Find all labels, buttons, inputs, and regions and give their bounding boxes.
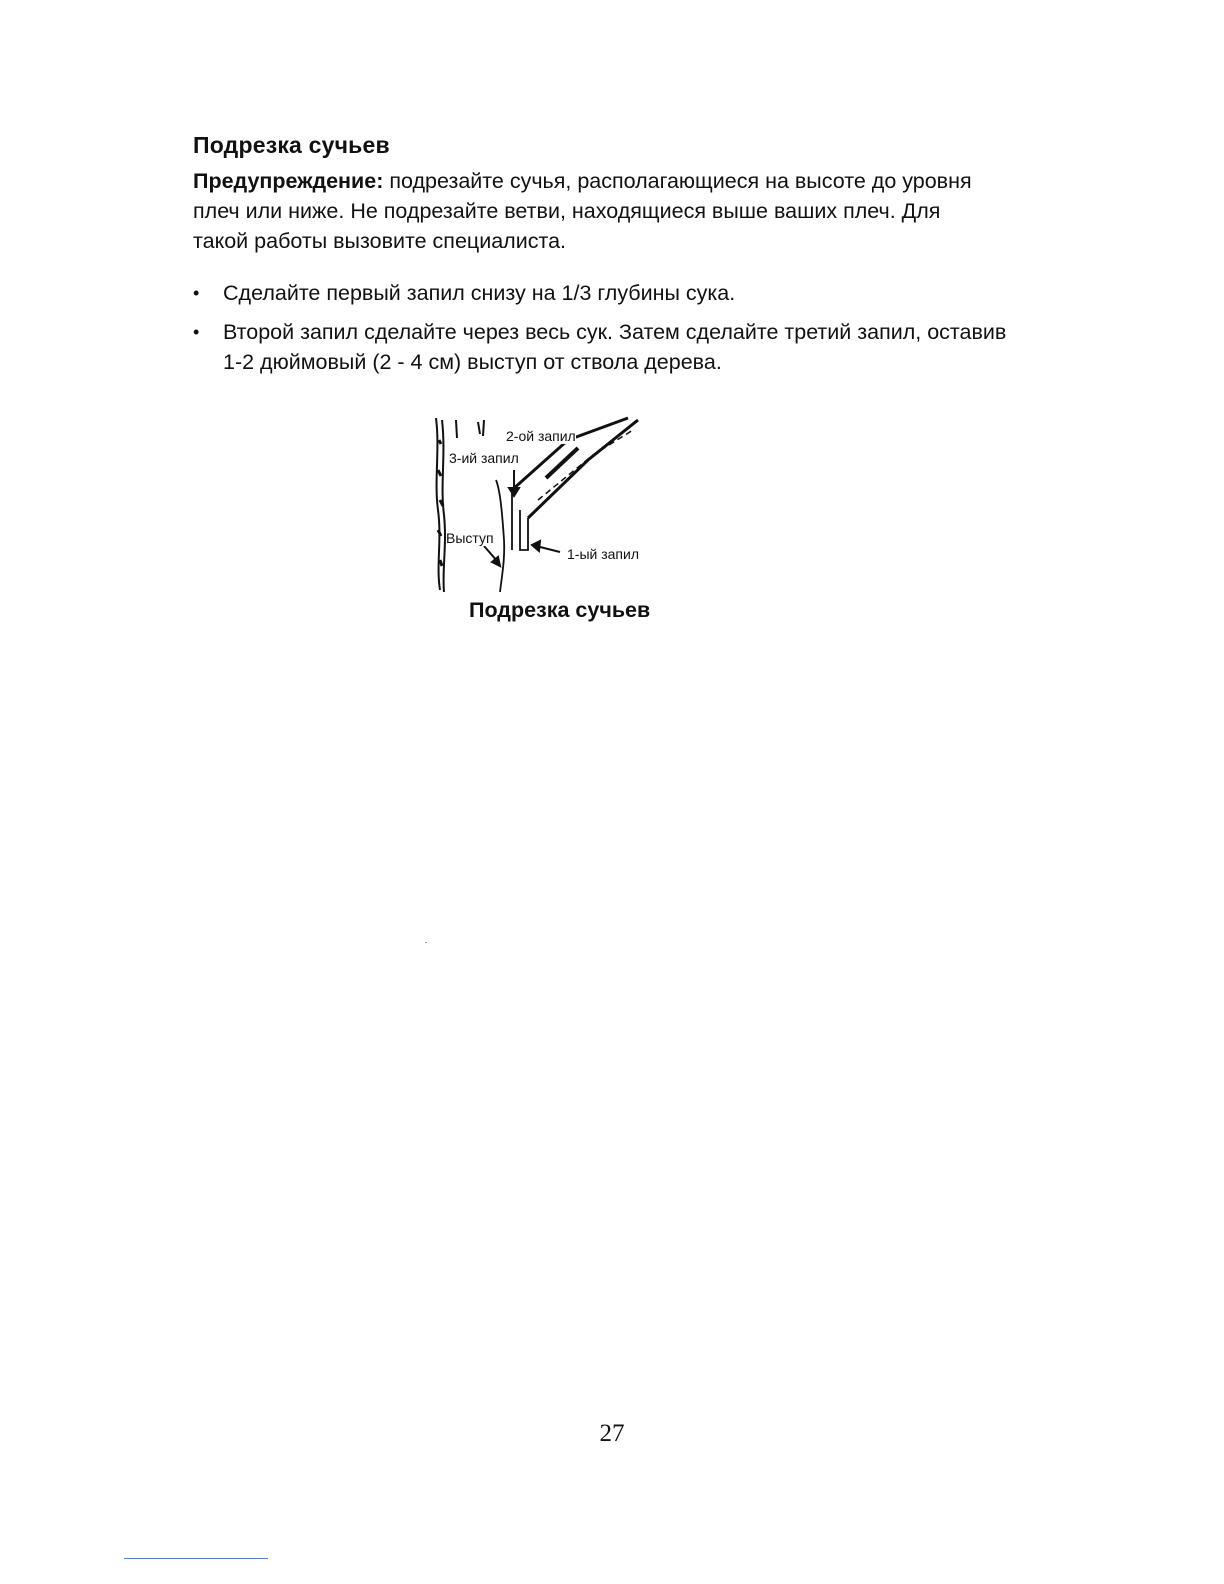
list-item-text: Сделайте первый запил снизу на 1/3 глубины сука. [223, 281, 736, 305]
stub-outline [496, 480, 528, 592]
pruning-diagram [428, 410, 668, 595]
warning-paragraph [193, 166, 993, 256]
page-number: 27 [599, 1420, 625, 1447]
arrows [484, 470, 560, 566]
label-cut-2: 2-ой запил [506, 428, 576, 444]
bullet-marker: • [193, 322, 200, 342]
figure-caption: Подрезка сучьев [469, 598, 651, 622]
warning-text: подрезайте сучья, располагающиеся на высоте до уровня плеч или ниже. Не подрезайте ветви, находящиеся выше ваших плеч. Для такой работы вызовите специалиста. [193, 169, 972, 253]
section-title: Подрезка сучьев [193, 132, 390, 158]
list-item-text: Второй запил сделайте через весь сук. Затем сделайте третий запил, оставив 1-2 дюймовый (2 - 4 см) выступ от ствола дерева. [223, 320, 1007, 374]
tree-trunk [436, 418, 445, 592]
bullet-marker: • [193, 283, 200, 303]
instruction-list [193, 278, 1013, 386]
label-stub: Выступ [446, 530, 494, 546]
label-cut-3: 3-ий запил [449, 450, 519, 466]
label-cut-1: 1-ый запил [567, 546, 639, 562]
warning-lead: Предупреждение: [193, 169, 384, 193]
list-item [193, 317, 1013, 377]
list-item [193, 278, 1013, 308]
scan-speck [425, 942, 427, 943]
footnote-rule [124, 1558, 268, 1559]
bark-marks [456, 420, 484, 438]
